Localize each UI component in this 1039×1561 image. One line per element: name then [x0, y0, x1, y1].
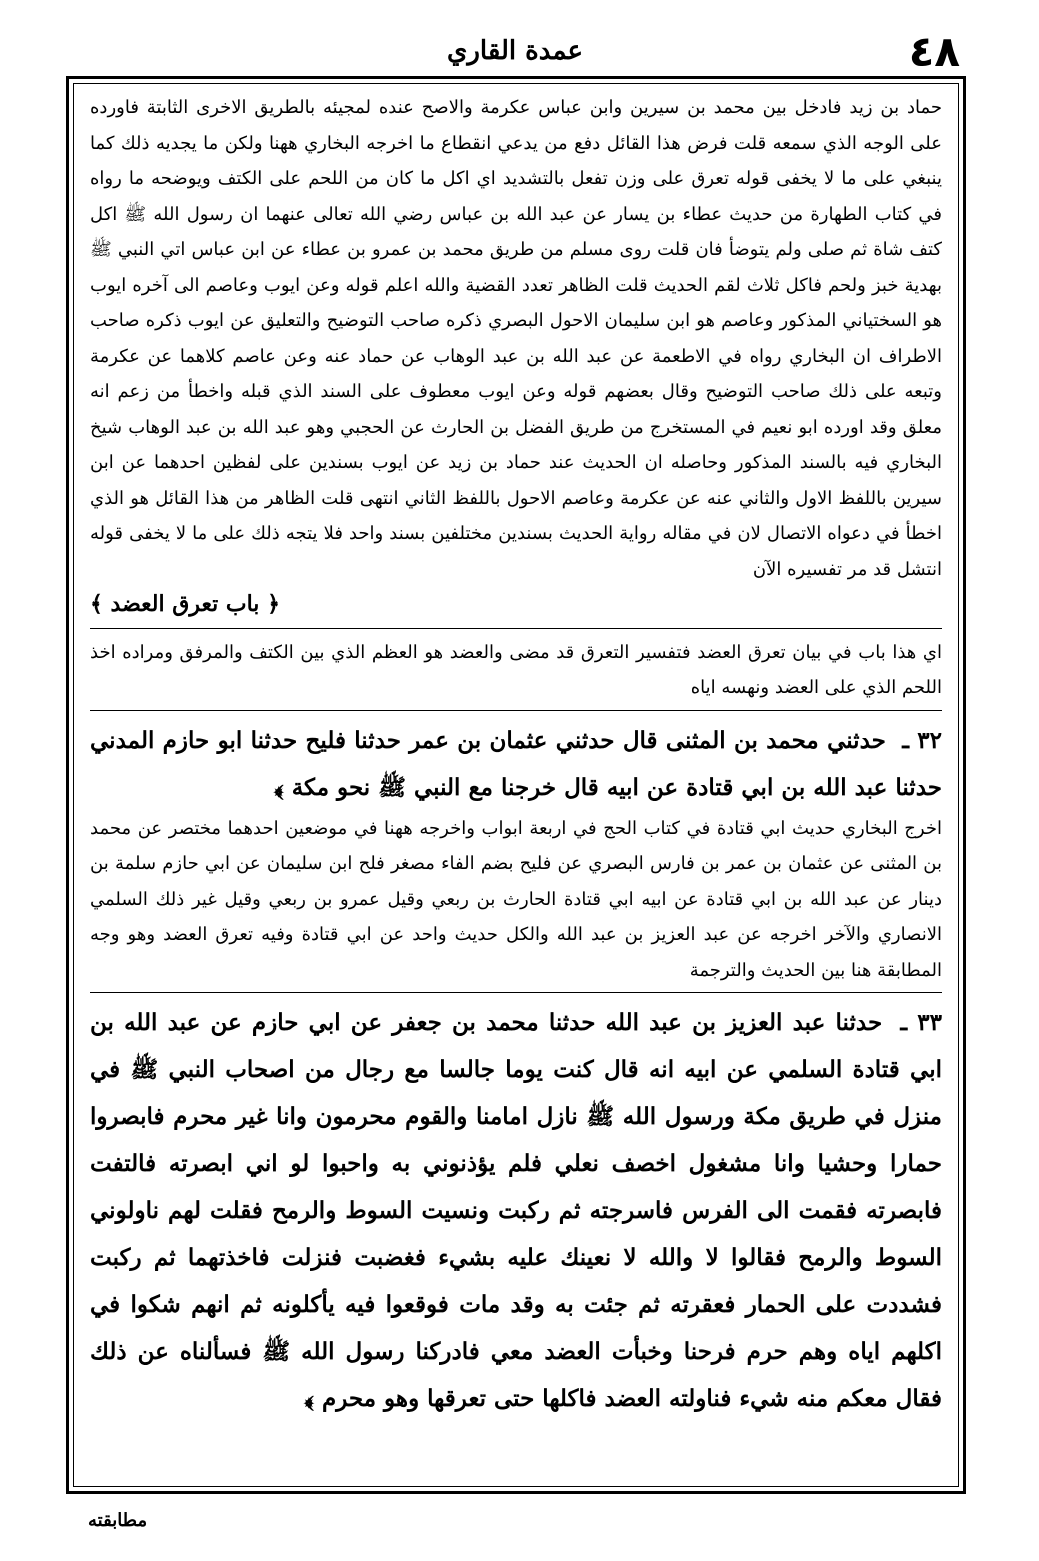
- section-divider: [90, 628, 942, 629]
- running-title: عمدة القاري: [447, 36, 583, 66]
- chapter-heading-line: [90, 587, 942, 624]
- hadith-text: حدثني محمد بن المثنى قال حدثني عثمان بن عمر حدثنا فليح حدثنا ابو حازم المدني حدثنا عبد الله بن ابي قتادة عن ابيه قال خرجنا مع النبي ﷺ نحو مكة ﴾: [90, 726, 942, 801]
- page-content: [90, 90, 942, 1422]
- hadith-33: [90, 999, 942, 1422]
- footer-catchword: مطابقته: [88, 1510, 148, 1531]
- hadith-32: [90, 717, 942, 811]
- section-divider: [90, 992, 942, 993]
- section-divider: [90, 710, 942, 711]
- page-header: [70, 28, 960, 78]
- hadith-number: ٣٣ ـ: [900, 1009, 942, 1036]
- hadith-number: ٣٢ ـ: [902, 726, 943, 754]
- hadith-text: حدثنا عبد العزيز بن عبد الله حدثنا محمد بن جعفر عن ابي حازم عن عبد الله بن ابي قتادة السلمي عن ابيه انه قال كنت يوما جالسا مع رجال من اصحاب النبي ﷺ في منزل في طريق مكة ورسول الله ﷺ نازل امامنا والقوم محرمون وانا غير محرم فابصروا حمارا وحشيا وانا مشغول اخصف نعلي فلم يؤذنوني به واحبوا لو اني ابصرته فالتفت فابصرته فقمت الى الفرس فاسرجته ثم ركبت ونسيت السوط والرمح فقلت لهم ناولوني السوط والرمح فقالوا لا والله لا نعينك عليه بشيء فغضبت فنزلت فاخذتهما ثم ركبت فشددت على الحمار فعقرته ثم جئت به وقد مات فوقعوا فيه يأكلونه ثم انهم شكوا في اكلهم اياه وهم حرم فرحنا وخبأت العضد معي فادركنا رسول الله ﷺ فسألناه عن ذلك فقال معكم منه شيء فناولته العضد فاكلها حتى تعرقها وهو محرم ﴾: [90, 1009, 942, 1412]
- chapter-heading: ﴿ باب تعرق العضد ﴾: [90, 591, 280, 617]
- page-number: ٤٨: [908, 27, 960, 76]
- commentary-paragraph: اخرج البخاري حديث ابي قتادة في كتاب الحج في اربعة ابواب واخرجه ههنا في موضعين احدهما مختصر عن محمد بن المثنى عن عثمان بن عمر بن فارس البصري عن فليح بضم الفاء مصغر فلح ابن سليمان عن ابي حازم سلمة بن دينار عن عبد الله بن ابي قتادة عن ابيه ابي قتادة الحارث بن ربعي وقيل عمرو بن ربعي وقيل غير ذلك السلمي الانصاري والآخر اخرجه عن عبد العزيز بن عبد الله والكل حديث واحد عن ابي قتادة وفيه تعرق العضد وهو وجه المطابقة هنا بين الحديث والترجمة: [90, 817, 942, 981]
- chapter-explanation: اي هذا باب في بيان تعرق العضد فتفسير التعرق قد مضى والعضد هو العظم الذي بين الكتف والمرفق ومراده اخذ اللحم الذي على العضد ونهسه اياه: [90, 641, 942, 698]
- commentary-paragraph: حماد بن زيد فادخل بين محمد بن سيرين وابن عباس عكرمة والاصح عنده لمجيئه بالطريق الاخرى الثابتة فاورده على الوجه الذي سمعه قلت فرض هذا القائل دفع من يدعي انقطاع ما اخرجه البخاري ههنا ولكن ما يجديه ذلك كما ينبغي على ما لا يخفى قوله تعرق على وزن تفعل بالتشديد اي اكل ما كان من اللحم على الكتف ويوضحه ما رواه في كتاب الطهارة من حديث عطاء بن يسار عن عبد الله بن عباس رضي الله تعالى عنهما ان رسول الله ﷺ اكل كتف شاة ثم صلى ولم يتوضأ فان قلت روى مسلم من طريق محمد بن عمرو بن عطاء عن ابن عباس اتي النبي ﷺ بهدية خبز ولحم فاكل ثلاث لقم الحديث قلت الظاهر تعدد القضية والله اعلم قوله وعن ايوب وعاصم الى آخره ايوب هو السختياني المذكور وعاصم هو ابن سليمان الاحول البصري ذكره صاحب التوضيح والتعليق عن ايوب ذكره صاحب الاطراف ان البخاري رواه في الاطعمة عن عبد الله بن عبد الوهاب عن حماد عنه وعن عاصم كلاهما عن عكرمة وتبعه على ذلك صاحب التوضيح وقال بعضهم قوله وعن ايوب معطوف على السند الذي قبله واخطأ من زعم انه معلق وقد اورده ابو نعيم في المستخرج من طريق الفضل بن الحارث عن الحجبي وهو عبد الله بن عبد الوهاب شيخ البخاري فيه بالسند المذكور وحاصله ان الحديث عند حماد بن زيد عن ايوب بسندين على لفظين احدهما عن ابن سيرين باللفظ الاول والثاني عنه عن عكرمة وعاصم الاحول باللفظ الثاني انتهى قلت الظاهر من هذا القائل هو الذي اخطأ في دعواه الاتصال لان في مقاله رواية الحديث بسندين مختلفين بسند واحد فلا يتجه ذلك على ما لا يخفى قوله انتشل قد مر تفسيره الآن: [90, 97, 942, 580]
